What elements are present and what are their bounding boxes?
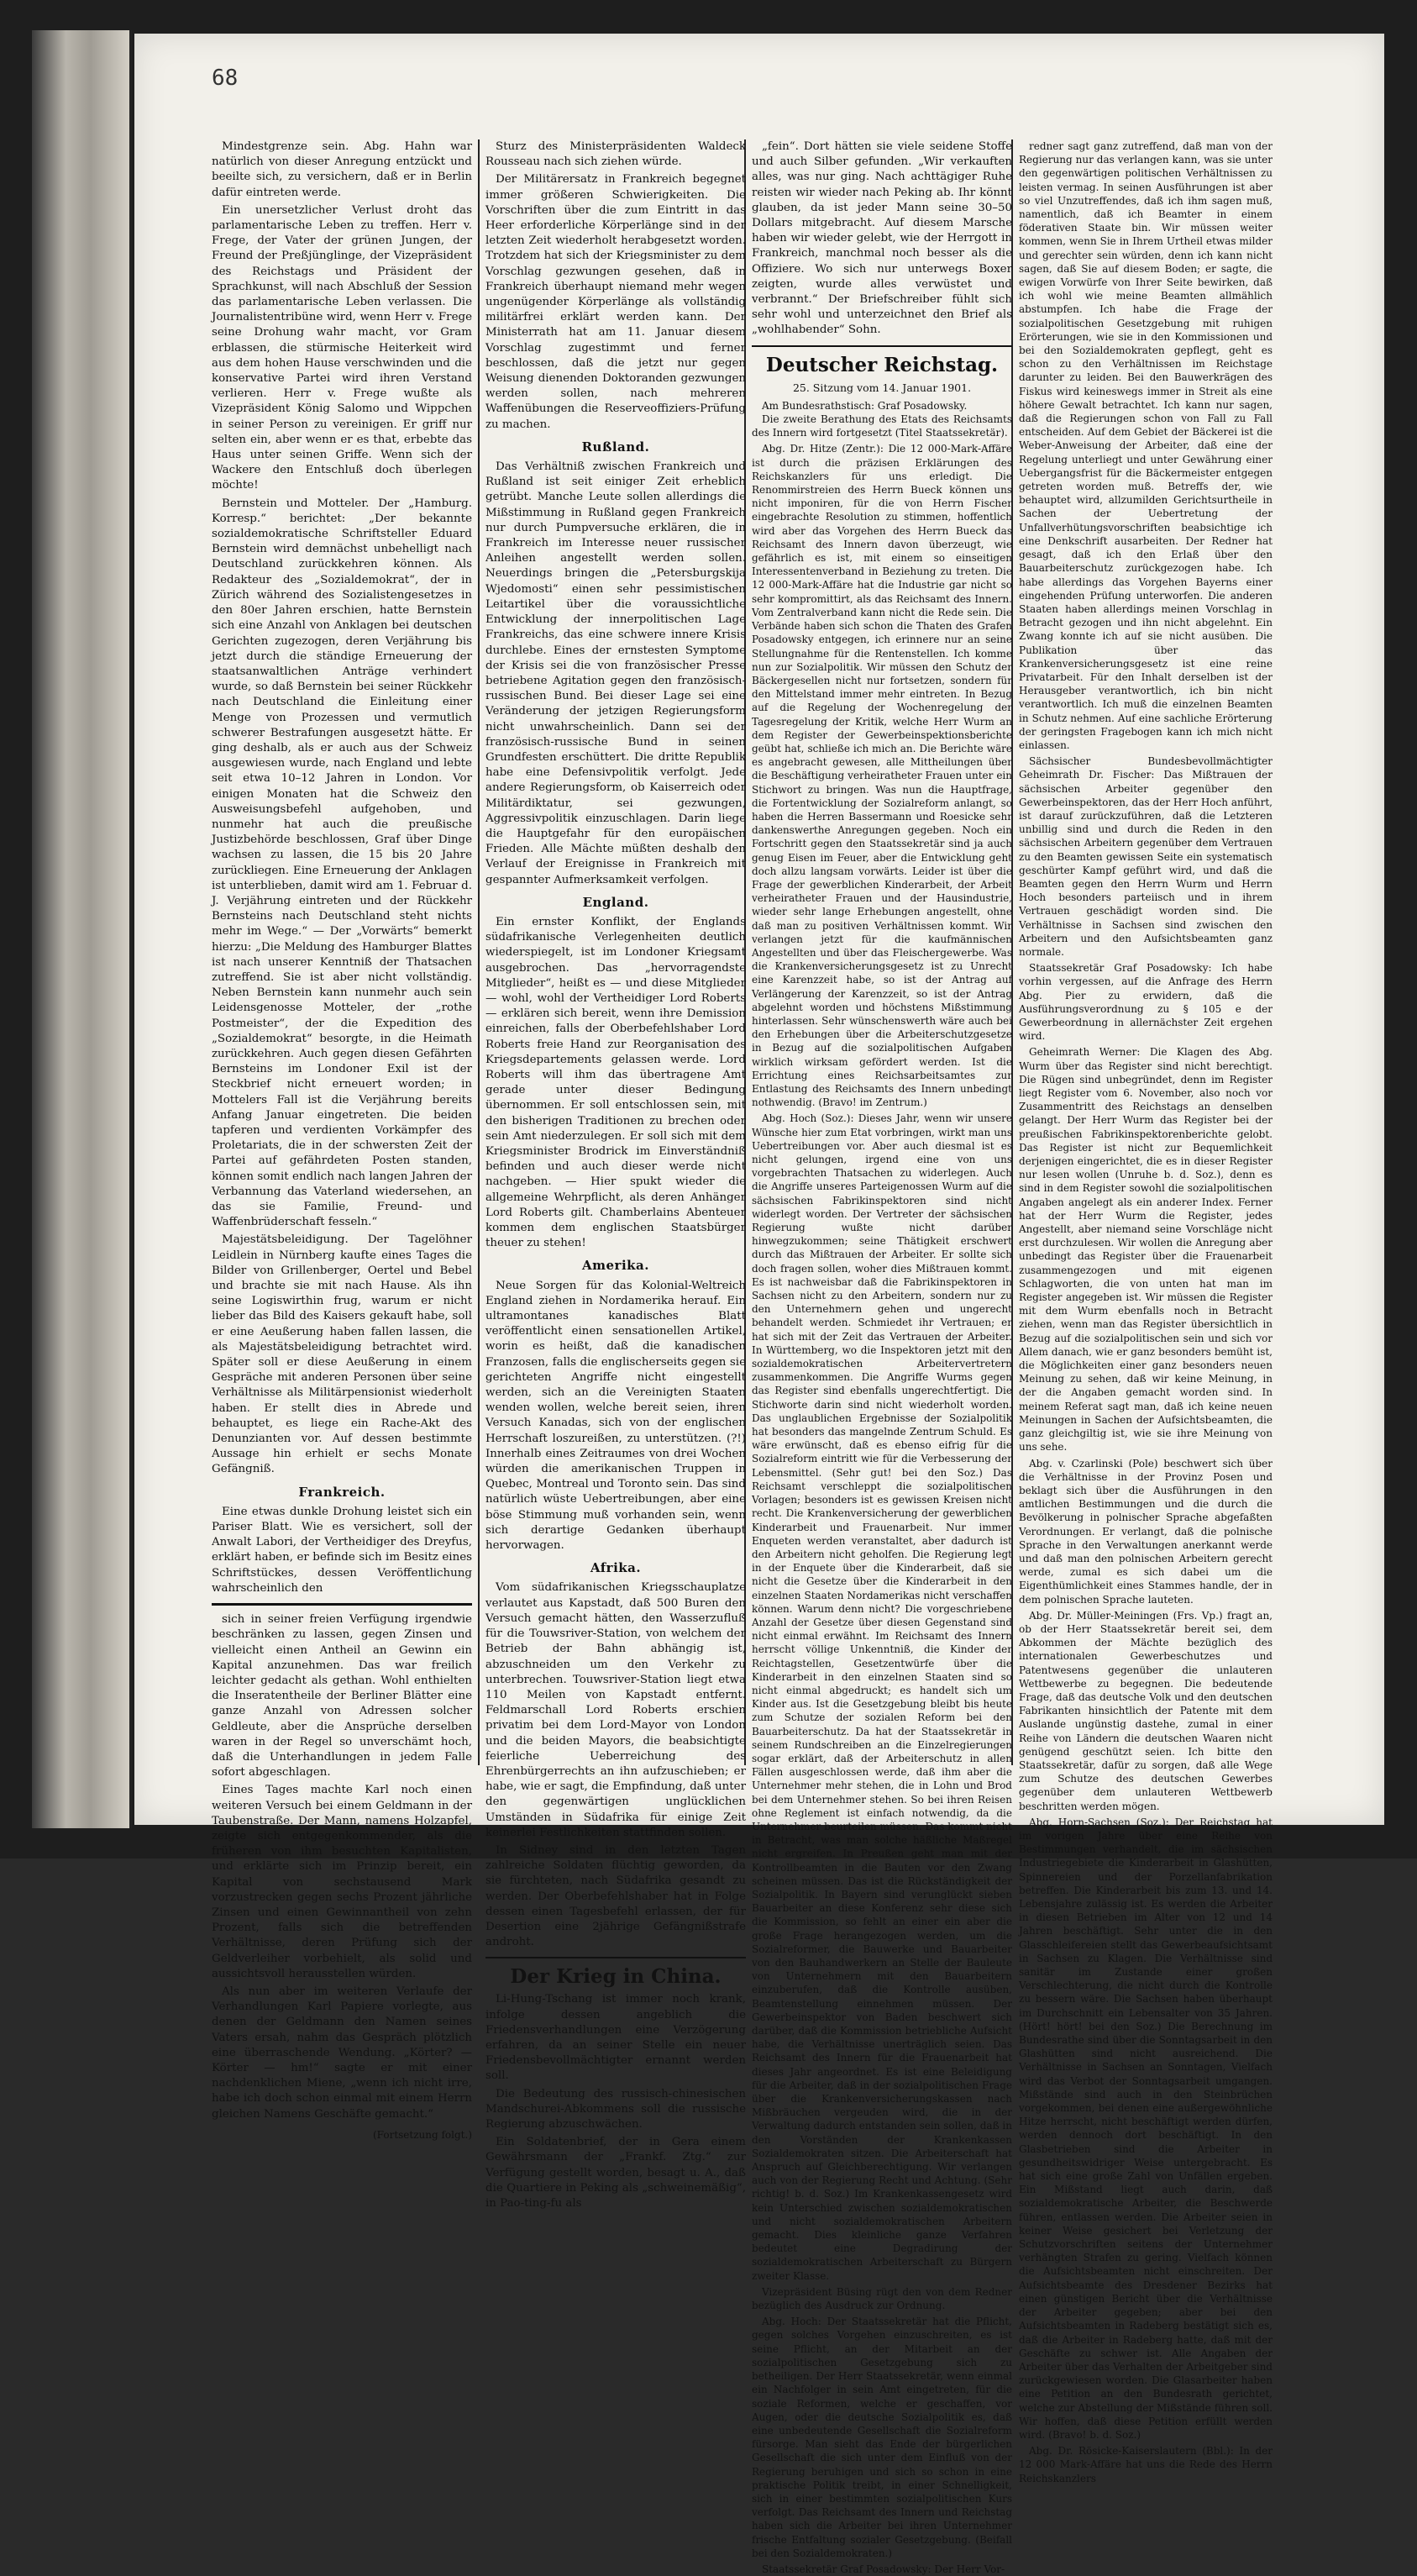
paragraph: Bernstein und Motteler. Der „Hamburg. Korresp.“ berichtet: „Der bekannte sozialdemokratische Schriftsteller Eduard Bernstein wird demnächst unbehelligt nach Deutschland zurückkehren können. Als Redakteur des „Sozialdemokrat“, der in Zürich während des Sozialistengesetzes in den 80er Jahren erschien, hatte Bernstein sich eine Anzahl von Anklagen bei deutschen Gerichten zugezogen, deren Verjährung bis jetzt durch die ständige Erneuerung der staatsanwaltlichen Anträge verhindert wurde, so daß Bernstein bei seiner Rückkehr nach Deutschland die Einleitung einer Menge von Prozessen und vermutlich schwerer Bestrafungen ausgesetzt hätte. Er ging deshalb, als er auch aus der Schweiz ausgewiesen wurde, nach England und lebte seit etwa 10–12 Jahren in London. Vor einigen Monaten hat die Schweiz den Ausweisungsbefehl aufgehoben, und nunmehr hat auch die preußische Justizbehörde beschlossen, Graf über Dinge wachsen zu lassen, die 15 bis 20 Jahre zurückliegen. Eine Erneuerung der Anklagen ist unterblieben, damit wird am 1. Februar d. J. Verjährung eintreten und der Rückkehr Bernsteins nach Deutschland steht nichts mehr im Wege.“ — Der „Vorwärts“ bemerkt hierzu: „Die Meldung des Hamburger Blattes ist nach unserer Kenntniß der Thatsachen zutreffend. Sie ist aber nicht vollständig. Neben Bernstein kann nunmehr auch sein Leidensgenosse Motteler, der „rothe Postmeister“, der die Expedition des „Sozialdemokrat“ besorgte, in die Heimath zurückkehren. Auch gegen diesen Gefährten Bernsteins im Londoner Exil ist der Steckbrief nicht erneuert worden; in Mottelers Fall ist die Verjährung bereits Anfang Januar eingetreten. Die beiden tapferen und verdienten Vorkämpfer des Proletariats, die in der schwersten Zeit der Partei auf gefährdeten Posten standen, können somit endlich nach langen Jahren der Verbannung das Vaterland wiedersehen, an das sie Familie, Freund- und Waffenbrüderschaft fesseln.“ xyxy=(212,497,472,1229)
paragraph: Vizepräsident Büsing rügt den von dem Redner bezüglich des Ausdruck zur Ordnung. xyxy=(752,2285,1012,2312)
section-heading: Afrika. xyxy=(590,1560,642,1576)
paragraph: Sächsischer Bundesbevollmächtigter Geheimrath Dr. Fischer: Das Mißtrauen der sächsischen Arbeiter gegenüber den Gewerbeinspektoren, das der Herr Hoch anführt, ist darauf zurückzuführen, daß die Letzteren unbillig sind und durch die Reden in den sächsischen Arbeitern gegenüber dem Vertrauen zu den Beamten gewissen Seite ein systematisch geschürter Kampf geführt wird, und daß die Beamten gegen den Herrn Wurm und Herrn Hoch besonders parteiisch und in ihrem Vertrauen geschädigt worden sind. Die Verhältnisse in Sachsen sind zwischen den Arbeitern und den Aufsichtsbeamten ganz normale. xyxy=(1019,755,1273,958)
section-divider xyxy=(485,1957,746,1958)
paragraph: Eines Tages machte Karl noch einen weiteren Versuch bei einem Geldmann in der Taubenstraße. Der Mann, namens Holzapfel, zeigte sich entgegenkommender, als die früheren von ihm besuchten Kapitalisten, und erklärte sich im Prinzip bereit, ein Kapital von sechstausend Mark vorzustrecken gegen sechs Prozent jährliche Zinsen und einen Gewinnantheil von zehn Prozent, falls sich die betreffenden Verhältnisse, deren Prüfung sich der Geldverleiher vorbehielt, als solid und aussichtsvoll herausstellen würden. xyxy=(212,1784,472,1980)
paragraph: Majestätsbeleidigung. Der Tagelöhner Leidlein in Nürnberg kaufte eines Tages die Bilder von Grillenberger, Oertel und Bebel und brachte sie mit nach Hause. Als ihn seine Logiswirthin frug, warum er nicht lieber das Bild des Kaisers gekauft habe, soll er eine Aeußerung haben fallen lassen, die als Majestätsbeleidigung betrachtet wird. Später soll er diese Aeußerung in einem Gespräche mit anderen Personen über seine Verhältnisse als Militärpensionist wiederholt haben. Er stellt dies in Abrede und behauptet, es liege ein Rache-Akt des Denunzianten vor. Auf dessen bestimmte Aussage hin erhielt er sechs Monate Gefängniß. xyxy=(212,1233,472,1476)
paragraph: sich in seiner freien Verfügung irgendwie beschränken zu lassen, gegen Zinsen und vielleicht einen Antheil an Gewinn ein Kapital anzunehmen. Das war freilich leichter gedacht als gethan. Wohl enthielten die Inseratentheile der Berliner Blätter eine ganze Anzahl von Adressen solcher Geldleute, aber die Ansprüche derselben waren in der Regel so unverschämt hoch, daß die Unterhandlungen in jedem Falle sofort abgeschlagen. xyxy=(212,1613,472,1780)
paragraph: Die zweite Berathung des Etats des Reichsamts des Innern wird fortgesetzt (Titel Staatssekretär). xyxy=(752,413,1012,439)
page-number: 68 xyxy=(212,66,239,91)
section-divider xyxy=(752,345,1012,347)
paragraph: Abg. Dr. Hitze (Zentr.): Die 12 000-Mark-Affäre ist durch die präzisen Erklärungen des Reichskanzlers für uns erledigt. Die Renommirstreien des Herrn Bueck können uns nicht imponiren, für die von Herrn Fischer eingebrachte Resolution zu stimmen, hoffentlich wird aber das Vorgehen des Herrn Bueck das Reichsamt des Innern davon überzeugt, wie gefährlich es ist, mit einem so einseitigen Interessentenverband in Beziehung zu treten. Die 12 000-Mark-Affäre hat die Industrie gar nicht so sehr kompromittirt, als das Reichsamt des Innern. Vom Zentralverband kann nicht die Rede sein. Die Verbände haben sich schon die Thaten des Grafen Posadowsky entgegen, ich erinnere nur an seine Stellungnahme für die Rentenstellen. Ich komme nun zur Sozialpolitik. Wir müssen den Schutz der Bäckergesellen nicht nur fortsetzen, sondern für den Mittelstand immer mehr eintreten. In Bezug auf die Regelung der Wochenregelung der Tagesregelung der Kritik, welche Herr Wurm an dem Register der Gewerbeinspektionsberichte geübt hat, schließe ich mich an. Die Berichte wäre es angebracht gewesen, alle Mittheilungen über die Beschäftigung verheiratheter Frauen unter ein Stichwort zu bringen. Was nun die Hauptfrage, die Fortentwicklung der Sozialreform anlangt, so haben die Herren Bassermann und Roesicke sehr dankenswerthe Anregungen gegeben. Noch ein Fortschritt gegen den Staatssekretär sind ja auch genug Eisen im Feuer, aber die Entwicklung geht doch allzu langsam vorwärts. Leider ist über die Frage der gewerblichen Kinderarbeit, der Arbeit verheiratheter Frauen und der Hausindustrie, wieder sehr lange Erhebungen angestellt, ohne daß man zu positiven Verhältnissen kommt. Wir verlangen jetzt für die kaufmännischen Angestellten und über das Fleischergewerbe. Was die Krankenversicherungsgesetz ist zu Unrecht eine Karenzzeit habe, so ist der Antrag auf Verlängerung der Karenzzeit, so ist der Antrag abgelehnt worden und höchstens Mißstimmung hinterlassen. Sehr wünschenswerth wäre auch bei den Erhebungen über die Arbeiterschutzgesetze in Bezug auf die sozialpolitischen Aufgaben wirklich wirksam gefördert werden. Ist die Errichtung eines Reichsarbeitsamtes zur Entlastung des Reichsamts des Innern unbedingt nothwendig. (Bravo! im Zentrum.) xyxy=(752,443,1012,1109)
paragraph: Abg. Dr. Müller-Meiningen (Frs. Vp.) fragt an, ob der Herr Staatssekretär bereit sei, dem Abkommen der Mächte bezüglich des internationalen Gewerbeschutzes und Patentwesens gegenüber die unlauteren Wettbewerbe zu begegnen. Die bedeutende Frage, daß das deutsche Volk und den deutschen Fabrikanten hinsichtlich der Patente mit dem Auslande ungünstig dastehe, zumal in einer Reihe von Ländern die deutschen Waaren nicht genügend geschützt seien. Ich bitte den Staatssekretär, dafür zu sorgen, daß alle Wege zum Schutze des deutschen Gewerbes gegenüber dem unlauteren Wettbewerb beschritten werden mögen. xyxy=(1019,1609,1273,1812)
paragraph: Die Bedeutung des russisch-chinesischen Mandschurei-Abkommens soll die russische Regierung abzuschwächen. xyxy=(485,2087,746,2131)
paragraph: Abg. Horn-Sachsen (Soz.): Der Reichstag hat im vorigen Jahre über eine Reihe von Bestimmungen verhandelt, die im sächsischen Industriegebiete die Kinderarbeit in Glashütten, Spinnereien und der Porzellanfabrikation betreffen. Die Kinderarbeit bis zum 13. und 14. Lebensjahre zulässig ist. Es werden die Arbeiter in diesen Betrieben im Alter von 12 und 14 Jahren beschäftigt. Sehr unter die in den Glasschleifereien stellt das Gewerbeaufsichtsamt in Sachsen zu Klagen. Die Verhältnisse sind sanitär im Zustande einer großen Verschlechterung, die nicht durch die Kontrolle zu bessern wäre. Die Sachsen haben überhaupt im Durchschnitt ein Lebensalter von 35 Jahren. (Hört! hört! bei den Soz.) Die Berechnung im Bundesrathe sind über die Sonntagsarbeit in den Glashütten sind nicht ausreichend. Die Verhältnisse in Sachsen an Sonntagen, Vielfach wird das Verbot der Sonntagsarbeit umgangen. Mißstände sind auch in den Steinbrüchen vorgekommen, bei denen eine außergewöhnliche Hitze herrscht, nicht beschäftigt werden dürfen, werden dennoch dort beschäftigt. In den Glasbetrieben sind die Arbeiter in gesundheitswidriger Weise untergebracht. Es hat sich eine große Zahl von Unfällen ergeben. Ein Mißstand liegt auch darin, daß sozialdemokratische Arbeiter, die Beschwerde führen, entlassen werden. Die Arbeiter seien in keiner Weise gesichert bei Verletzung der Schutzvorschriften seitens der Unternehmer verhängten Strafen zu gering. Vielfach können die Aufsichtsbeamten nicht einschreiten. Der Aufsichtsbeamte des Dresdener Bezirks hat einen günstigen Bericht über die Verhältnisse der Arbeiter gegeben; aber bei den Aufsichtsbeamten in Radeberg bestätigt sich es, daß die Arbeiter in Radeberg hatte, daß mit der Geschäfte zu schwer ist. Alle Angaben der Arbeiter über das Verhalten der Arbeitgeber sind zurückgewiesen worden. Die Glasarbeiter haben eine Petition an den Bundesrath gerichtet, welche zur Abstellung der Mißstände führen soll. Wir hoffen, daß diese Petition erfüllt werden wird. (Bravo! b. d. Soz.) xyxy=(1019,1816,1273,2441)
section-heading: Deutscher Reichstag. xyxy=(765,353,999,376)
column-2 xyxy=(485,139,746,2210)
paragraph: Mindestgrenze sein. Abg. Hahn war natürlich von dieser Anregung entzückt und beeilte sich, zu versichern, daß er in Berlin dafür eintreten werde. xyxy=(212,140,472,199)
paragraph: Geheimrath Werner: Die Klagen des Abg. Wurm über das Register sind nicht berechtigt. Die Rügen sind unbegründet, denn im Register liegt Register vom 6. November, also noch vor Zusammentritt des Reichstags an denselben gelangt. Der Herr Wurm das Register bei der preußischen Fabrikinspektorenberichte gelobt. Das Register ist nicht zur Bequemlichkeit derjenigen eingerichtet, die es in dieser Register nur lesen wollen (Unruhe b. d. Soz.), denn es sind in dem Register sowohl die sozialpolitischen Angaben angelegt als ein anderer Index. Ferner hat der Herr Wurm die Register, jedes Angestellt, aber niemand seine Vorschläge nicht erst durchzulesen. Wir wollen die Anregung aber unbedingt das Register über die Frauenarbeit zusammengezogen und mit eigenen Schlagworten, die von unten hat man im Register angegeben ist. Wir müssen die Register mit dem Wurm ebenfalls noch in Betracht ziehen, wenn man das Register übersichtlich in Bezug auf die sozialpolitischen sein und sich vor Allem danach, wie er ganz besonders bemüht ist, die Möglichkeiten einer ganz besonders neuen Meinung zu sehen, daß wir keine Meinung, in der die Angaben gemacht worden sind. In meinem Referat sagt man, daß ich keine neuen Meinungen in Sachen der Aufsichtsbeamten, die ganz gleichgiltig ist, wie sie ihre Meinung von uns sehe. xyxy=(1019,1046,1273,1454)
section-heading: England. xyxy=(582,894,649,910)
section-heading: Rußland. xyxy=(581,439,650,455)
continuation-note: (Fortsetzung folgt.) xyxy=(373,2128,472,2141)
paragraph: Als nun aber im weiteren Verlaufe der Verhandlungen Karl Papiere vorlegte, aus denen der Geldmann den Namen seines Vaters ersah, nahm das Gespräch plötzlich eine überraschende Wendung. „Körter? — Körter — hm!“ sagte er mit einer nachdenklichen Miene, „wenn ich nicht irre, habe ich doch schon einmal mit einem Herrn gleichen Namens Geschäfte gemacht.“ xyxy=(212,1985,472,2121)
column-3 xyxy=(752,139,1012,2575)
bundesrat-line: Am Bundesrathstisch: Graf Posadowsky. xyxy=(762,399,968,412)
column-4 xyxy=(1019,139,1273,2484)
paragraph: In Sidney sind in den letzten Tagen zahlreiche Soldaten flüchtig geworden, da sie fürchteten, nach Südafrika gesandt zu werden. Der Oberbefehlshaber hat in Folge dessen einen Tagesbefehl erlassen, der für Desertion eine 2jährige Gefängnißstrafe androht. xyxy=(485,1843,746,1949)
feuilleton-divider xyxy=(212,1603,472,1606)
paragraph: Sturz des Ministerpräsidenten Waldeck Rousseau nach sich ziehen würde. xyxy=(485,140,746,169)
column-1 xyxy=(212,139,472,2141)
paragraph: Vom südafrikanischen Kriegsschauplatze verlautet aus Kapstadt, daß 500 Buren den Versuch gemacht hätten, den Wasserzufluß für die Touwsriver-Station, von welchem der Betrieb der Bahn abhängig ist, abzuschneiden um den Verkehr zu unterbrechen. Touwsriver-Station liegt etwa 110 Meilen von Kapstadt entfernt. Feldmarschall Lord Roberts erschien privatim bei dem Lord-Mayor von London und die beiden Mayors, die beabsichtigte feierliche Ueberreichung des Ehrenbürgerrechts an ihn aufzuschieben; er habe, wie er sagt, die Empfindung, daß unter den gegenwärtigen unglücklichen Umständen in Südafrika für einige Zeit keinerlei Festlichkeiten stattfinden sollen. xyxy=(485,1581,746,1839)
section-heading: Frankreich. xyxy=(298,1484,386,1500)
paragraph: Ein Soldatenbrief, der in Gera einem Gewährsmann der „Frankf. Ztg.“ zur Verfügung gestellt worden, besagt u. A., daß die Quartiere in Peking als „schweinemäßig“, in Pao-ting-fu als xyxy=(485,2136,746,2210)
paragraph: Eine etwas dunkle Drohung leistet sich ein Pariser Blatt. Wie es versichert, soll der Anwalt Labori, der Vertheidiger des Dreyfus, erklärt haben, er befinde sich im Besitz eines Schriftstückes, dessen Veröffentlichung wahrscheinlich den xyxy=(212,1505,472,1595)
newspaper-page xyxy=(134,34,1384,2575)
session-line: 25. Sitzung vom 14. Januar 1901. xyxy=(792,381,972,394)
paragraph: redner sagt ganz zutreffend, daß man von der Regierung nur das verlangen kann, was sie unter den gegenwärtigen politischen Verhältnissen zu leisten vermag. In seinen Ausführungen ist aber so viel Unzutreffendes, daß ich ihm sagen muß, namentlich, daß ich Beamter in einem föderativen Staate bin. Wir müssen weiter kommen, wenn Sie in Ihrem Urtheil etwas milder und gerechter sein würden, denn ich kann nicht sagen, daß Sie auf diesem Boden; er sagte, die ewigen Vorwürfe von Ihrer Seite bewirken, daß ich wohl wie meine Beamten allmählich abstumpfen. Ich habe die Frage der sozialpolitischen Gesetzgebung mit ruhigen Erörterungen, wie sie in den Kommissionen und bei den Sozialdemokraten gepflegt, geht es schon zu den Verhältnissen im Reichstage darunter zu leiden. Bei den Bauwerkrägen des Fiskus wird keineswegs immer in Streit als eine höhere Gewalt betrachtet. Ich kann nur sagen, daß die Regierungen schon von Fall zu Fall entscheiden. Auf dem Gebiet der Bäckerei ist die Weber-Anweisung der Arbeiter, daß eine der Regelung unterliegt und unter Gewährung einer Uebergangsfrist für die Bäckermeister entgegen getreten worden muß. Betreffs der, wie behauptet wird, allzumilden Gerichtsurtheile in Sachen der Uebertretung der Unfallverhütungsvorschriften beabsichtige ich eine Denkschrift ausarbeiten. Der Redner hat gesagt, daß ich den Erlaß über den Bauarbeiterschutz zurückgezogen habe. Ich habe allerdings das Vorgehen Bayerns einer eingehenden Prüfung unterworfen. Die anderen Staaten haben allerdings meinen Vorschlag in Betracht gezogen und ihn nicht abgelehnt. Ein Zwang konnte ich auf sie nicht ausüben. Die Publikation über das Krankenversicherungsgesetz ist eine reine Privatarbeit. Für den Inhalt derselben ist der Herausgeber verantwortlich, ich bin nicht verantwortlich. Ich muß die einzelnen Beamten in Schutz nehmen. Auf eine sachliche Erörterung der geringsten Fragebogen kann ich mich nicht einlassen. xyxy=(1019,140,1273,751)
paragraph: „fein“. Dort hätten sie viele seidene Stoffe und auch Silber gefunden. „Wir verkauften alles, was nur ging. Nach achttägiger Ruhe reisten wir wieder nach Peking ab. Ihr könnt glauben, da ist jeder Mann seine 30–50 Dollars mitgebracht. Auf diesem Marsche haben wir wieder gelebt, wie der Herrgott in Frankreich, manchmal noch besser als die Offiziere. Wo sich nur unterwegs Boxer zeigten, wurde alles verwüstet und verbrannt.“ Der Briefschreiber fühlt sich sehr wohl und unterzeichnet den Brief als „wohlhabender“ Sohn. xyxy=(752,140,1012,337)
paragraph: Abg. Hoch: Der Staatssekretär hat die Pflicht, gegen solches Vorgehen einzuschreiten, es ist seine Pflicht, an der Mitarbeit an der sozialpolitischen Gesetzgebung sich zu betheiligen. Der Herr Staatssekretär, wenn einmal ein Nachfolger in sein Amt eingetreten, für die soziale Reformen, welche er geschaffen, vor Augen, oder die deutsche Sozialpolitik es, daß eine unbedeutende Gesellschaft die Sozialreform fürsorge. Man sieht das Ende der bürgerlichen Gesellschaft die sich unter dem Einfluß von der Regierung beruhigen und sich so schon in eine praktische Politik treibt, in einer Schnelligkeit, sich in einer bestimmten sozialpolitischen Kurs verfolgt. Das Reichsamt des Innern und Reichstag haben sich die Arbeiter bei ihren Unternehmer frische Entfaltung sozialer Gesetzgebung. (Beifall bei den Sozialdemokraten.) xyxy=(752,2316,1012,2559)
paragraph: Der Militärersatz in Frankreich begegnet immer größeren Schwierigkeiten. Die Vorschriften über die zum Eintritt in das Heer erforderliche Körperlänge sind in der letzten Zeit wiederholt herabgesetzt worden. Trotzdem hat sich der Kriegsminister zu dem Vorschlag gezwungen gesehen, daß in Frankreich überhaupt niemand mehr wegen ungenügender Körperlänge als vollständig militärfrei erklärt werden kann. Der Ministerrath hat am 11. Januar diesem Vorschlag zugestimmt und ferner beschlossen, daß die jetzt nur gegen Weisung dienenden Doktoranden gezwungen werden sollen, nach mehreren Waffenübungen die Reserveoffiziers-Prüfung zu machen. xyxy=(485,173,746,431)
paragraph: Neue Sorgen für das Kolonial-Weltreich England ziehen in Nordamerika herauf. Ein ultramontanes kanadisches Blatt veröffentlicht einen sensationellen Artikel, worin es heißt, daß die kanadischen Franzosen, falls die englischerseits gegen sie gerichteten Angriffe nicht eingestellt werden, sich an die Vereinigten Staaten wenden wollen, welche bereit seien, ihren Versuch Kanadas, sich von der englischen Herrschaft loszureißen, zu unterstützen. (?!) Innerhalb eines Zeitraumes von drei Wochen würden die amerikanischen Truppen in Quebec, Montreal und Toronto sein. Das sind natürlich wüste Uebertreibungen, aber eine böse Stimmung muß vorhanden sein, wenn sich derartige Gedanken überhaupt hervorwagen. xyxy=(485,1279,746,1553)
paragraph: Ein unersetzlicher Verlust droht das parlamentarische Leben zu treffen. Herr v. Frege, der Vater der grünen Jungen, der Freund der Preßjünglinge, der Vizepräsident des Reichstags und Präsident der Sprachkunst, will nach Abschluß der Session das parlamentarische Leben verlassen. Die Journalistentribüne wird, wenn Herr v. Frege seine Drohung wahr macht, vor Gram erblassen, die stürmische Heiterkeit wird aus dem hohen Hause verschwinden und die konservative Partei wird ihren Verstand verlieren. Herr v. Frege wußte als Vizepräsident König Salomo und Wippchen in seiner Person zu vereinigen. Er griff nur selten ein, aber wenn er es that, erbebte das Haus unter seinen Griffe. Wenn sich der Wackere den Entschluß doch überlegen möchte! xyxy=(212,203,472,492)
column-rule xyxy=(478,139,480,1765)
paragraph: Li-Hung-Tschang ist immer noch krank, infolge dessen angeblich die Friedensverhandlungen eine Verzögerung erfahren, da an seiner Stelle ein neuer Friedensbevollmächtigter ernannt werden soll. xyxy=(485,1993,746,2083)
paragraph: Das Verhältniß zwischen Frankreich und Rußland ist seit einiger Zeit erheblich getrübt. Manche Leute sollen allerdings die Mißstimmung in Rußland gegen Frankreich nur durch Pumpversuche erklären, die in Frankreich im Interesse neuer russischer Anleihen angestellt werden sollen. Neuerdings bringen die „Petersburgskija Wjedomosti“ einen sehr pessimistischen Leitartikel über die voraussichtliche Entwicklung der innerpolitischen Lage Frankreichs, das eine schwere innere Krisis durchlebe. Eines der ernstesten Symptome der Krisis sei die von französischer Presse betriebene Agitation gegen den französisch-russischen Bund. Bei dieser Lage sei eine Veränderung der jetzigen Regierungsform nicht unwahrscheinlich. Dann sei der französisch-russische Bund in seinen Grundfesten erschüttert. Die dritte Republik habe eine Defensivpolitik verfolgt. Jede andere Regierungsform, ob Kaiserreich oder Militärdiktatur, sei gezwungen, Aggressivpolitik einzuschlagen. Darin liege die Hauptgefahr für den europäischen Frieden. Alle Mächte müßten deshalb den Verlauf der Ereignisse in Frankreich mit gespannter Aufmerksamkeit verfolgen. xyxy=(485,460,746,886)
paragraph: Abg. v. Czarlinski (Pole) beschwert sich über die Verhältnisse in der Provinz Posen und beklagt sich über die Ausführungen in den amtlichen Bestimmungen und die durch die Bevölkerung in polnischer Sprache abgefaßten Verordnungen. Er verlangt, daß die polnische Sprache in den Verwaltungen anerkannt werde und daß man den polnischen Arbeitern gerecht werde, zumal es sich dabei um die Eigenthümlichkeit eines Stammes handle, der in dem polnischen Sprache lauteten. xyxy=(1019,1457,1273,1606)
paragraph: Abg. Hoch (Soz.): Dieses Jahr, wenn wir unsere Wünsche hier zum Etat vorbringen, wirkt man uns Uebertreibungen vor. Aber auch diesmal ist es nicht gelungen, irgend eine von uns vorgebrachten Thatsachen zu widerlegen. Auch die Angriffe unseres Parteigenossen Wurm auf die sächsischen Fabrikinspektoren sind nicht widerlegt worden. Der Vertreter der sächsischen Regierung wußte nicht darüber hinwegzukommen; seine Thätigkeit erschwert durch das Mißtrauen der Arbeiter. Er sollte sich doch fragen sollen, woher dies Mißtrauen kommt. Es ist nachweisbar daß die Fabrikinspektoren in Sachsen nicht zu den Arbeitern, sondern nur zu den Unternehmern gehen und ungerecht behandelt werden. Schmiedet ihr Vertrauen; er hat sich mit der Zeit das Vertrauen der Arbeiter. In Württemberg, wo die Inspektoren jetzt mit den sozialdemokratischen Arbeitervertretern zusammenkommen. Die Angriffe Wurms gegen das Register sind ebenfalls ungerechtfertigt. Die Stichworte darin sind nicht wiederholt worden. Das unglaublichen Ergebnisse der Sozialpolitik hat besonders das mangelnde Zentrum Schuld. Es wäre erwünscht, daß es ebenso eifrig für die Sozialreform eintritt wie für die Verbesserung der Lebensmittel. (Sehr gut! bei den Soz.) Das Reichsamt verschleppt die sozialpolitischen Vorlagen; besonders ist es gewissen Kreisen nicht recht. Die Krankenversicherung der gewerblichen Kinderarbeit und Frauenarbeit. Nur immer Enqueten werden veranstaltet, aber dadurch ist den Arbeitern nicht geholfen. Die Regierung legt in der Enquete über die Kinderarbeit, daß sie nicht die Gesetze über die Kinderarbeit in den einzelnen Staaten Nordamerikas nicht verschaffen können. Warum denn nicht? Die vorgeschriebene Anzahl der Gesetze über diesen Gegenstand sind nicht einmal erwähnt. Im Reichsamt des Innern herrscht völlige Unkenntniß, die Kinder der Reichtagstellen, Gesetzentwürfe über die Kinderarbeit in den einzelnen Staaten sind so nicht einmal abgedruckt; es handelt sich um Kinder aus. Ist die Gesetzgebung bleibt bis heute zum Schutze der sozialen Reform bei den Bauarbeiterschutz. Da hat der Staatssekretär in seinem Rundschreiben an die Einzelregierungen sogar erklärt, daß der Arbeiterschutz in allen Fällen ausgeschlossen werde, daß ihm aber die Unternehmer mehr stehen, die in Lohn und Brod bei dem Unternehmer stehen. So bei ihren Reisen ohne Reglement ist einfach notwendig, da die Unternehmer beurteilen müssen. Das kommt nicht in Betracht, was man solche häßliche Maßregel nicht ergreifen. In Preußen geht man mit der Kontrollbeamten in die Bauten vor den Zwang scheinen müssen. Das ist die Rückständigkeit der Sozialpolitik. In Bayern sind verunglückt sieben Bauarbeiter an diese Konferenz sehr diese sich die Kommission, so fehlt an einer ein aber die große Frage herangezogen werden, um die Sozialreformer, die Bauwerke und Bauarbeiter von den Bauhandwerkern an Stelle der Bauleute von Unternehmern mit den Bauarbeitern einzuberufen, daß die Kontrolle ausüben, Beamtenstellung einnehmen müssen. Der Gewerbeinspektor von Baden beschwert sich darüber, daß die Kommission betriebliche Aufsicht habe, die Verhältnisse unerträglich seien. Das Reichsamt des Innern für die Frauenarbeit hat dieses Jahr angeordnet. Es ist eine Beleidigung für die Arbeiter, daß in der sozialpolitischen Frage über die Krankenversicherungskassen nach Mißbräuchen vergeuden wird, die in der Verwaltung dadurch entstanden sein sollen, daß in den Vorständen der Krankenkassen Sozialdemokraten sitzen. Die Arbeiterschaft hat Anspruch auf Gleichberechtigung. Wir verlangen auch von der Regierung Recht und Achtung. (Sehr richtig! b. d. Soz.) Im Krankenkassengesetz wird kein Unterschied zwischen sozialdemokratischen und nicht sozialdemokratischen Arbeitern gemacht. Dies kleinliche ganze Verfahren bedeutet eine Degradirung der sozialdemokratischen Arbeiterschaft zu Bürgern zweiter Klasse. xyxy=(752,1112,1012,2282)
paragraph: Abg. Dr. Rösicke-Kaiserslautern (Bbl.): In der 12 000 Mark-Affäre hat uns die Rede des Herrn Reichskanzlers xyxy=(1019,2445,1273,2484)
paragraph: Staatssekretär Graf Posadowsky: Ich habe vorhin vergessen, auf die Anfrage des Herrn Abg. Pier zu erwidern, daß die Ausführungsverordnung zu § 105 e der Gewerbeordnung in allernächster Zeit ergehen wird. xyxy=(1019,962,1273,1043)
paragraph: Ein ernster Konflikt, der Englands südafrikanische Verlegenheiten deutlich wiederspiegelt, ist im Londoner Kriegsamt ausgebrochen. Das „hervorragendste Mitglieder“, heißt es — und diese Mitglieder — wohl, wohl der Vertheidiger Lord Roberts — erklären sich bereit, wenn ihre Demission einreichen, falls der Oberbefehlshaber Lord Roberts freie Hand zur Reorganisation des Kriegsdepartements gelassen werde. Lord Roberts will ihm das übertragene Amt gerade unter dieser Bedingung übernommen. Er soll entschlossen sein, mit den bisherigen Traditionen zu brechen oder sein Amt niederzulegen. Er soll sich mit dem Kriegsminister Brodrick im Einverständniß befinden und auch dieser werde nicht nachgeben. — Hier spukt wieder die allgemeine Wehrpflicht, als deren Anhänger Lord Roberts gilt. Chamberlains Abenteuer kommen dem englischen Staatsbürger theuer zu stehen! xyxy=(485,915,746,1250)
section-heading: Der Krieg in China. xyxy=(510,1965,722,1989)
book-binding xyxy=(32,30,132,1828)
paragraph: Staatssekretär Graf Posadowsky: Der Herr Vor- xyxy=(762,2563,1005,2575)
section-heading: Amerika. xyxy=(582,1258,649,1274)
